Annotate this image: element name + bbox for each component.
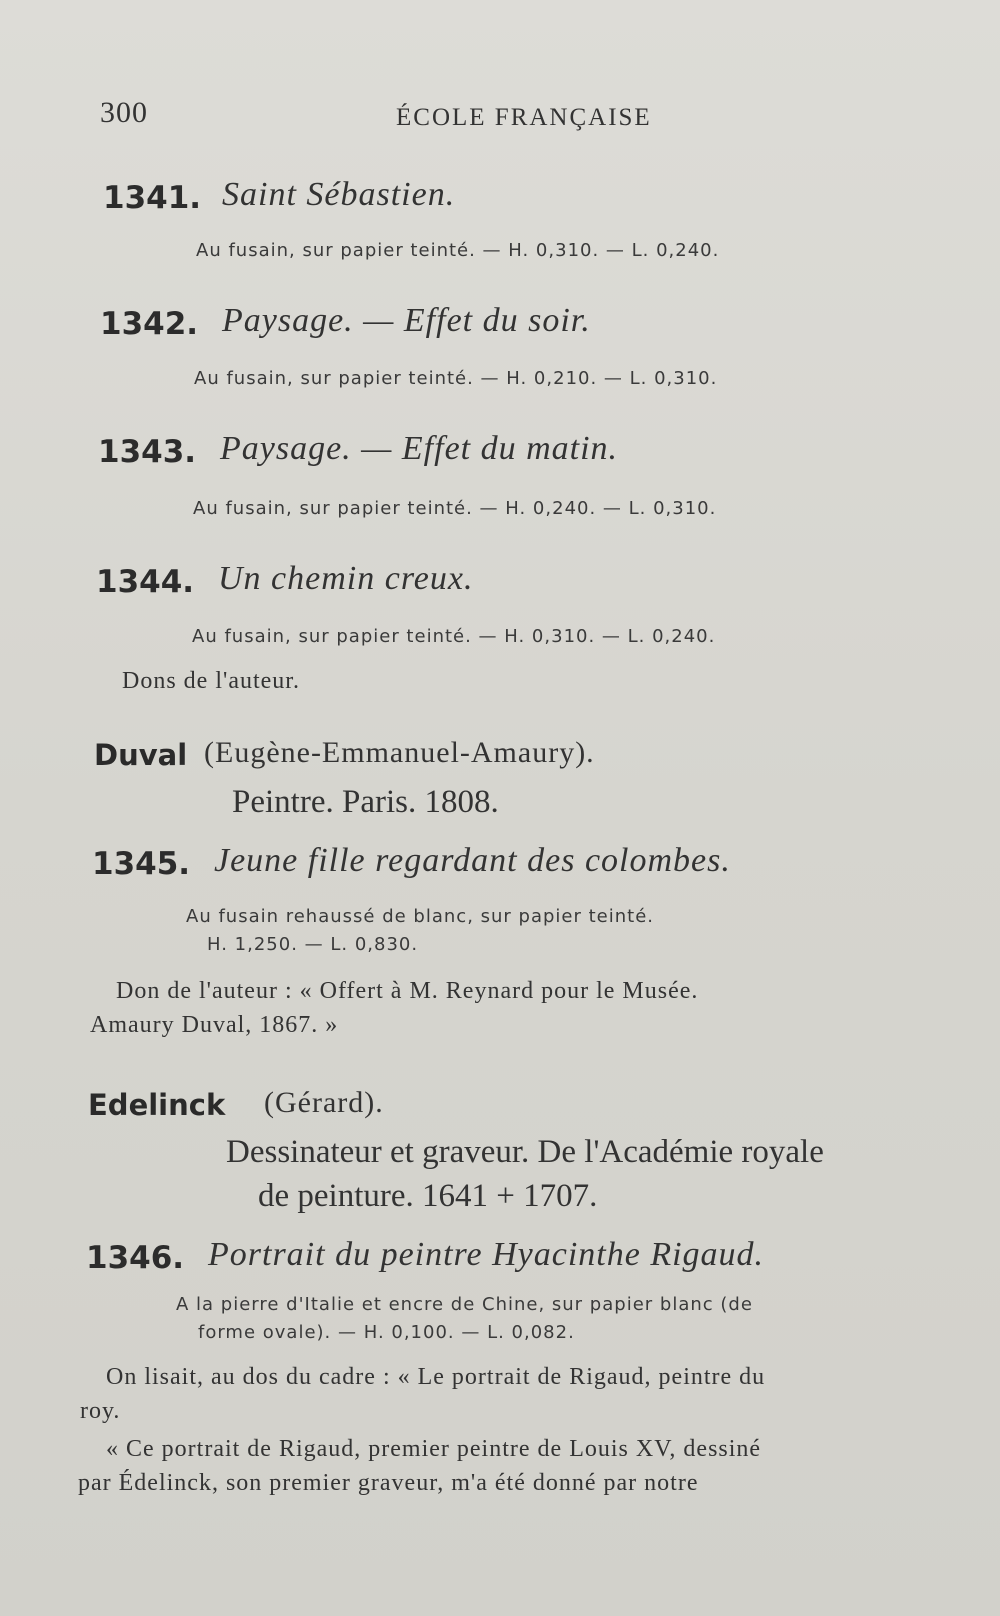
entry-detail: Au fusain, sur papier teinté. — H. 0,240. — L. 0,310. [193,498,717,519]
entry-number: 1346. [86,1240,185,1276]
entry-title: Jeune fille regardant des colombes. [214,842,731,879]
entry-note: Dons de l'auteur. [122,668,300,694]
entry-title: Paysage. — Effet du soir. [222,302,591,339]
entry-title: Portrait du peintre Hyacinthe Rigaud. [208,1236,765,1273]
entry-number: 1343. [98,434,197,470]
entry-detail: H. 1,250. — L. 0,830. [207,934,419,955]
entry-detail: Au fusain, sur papier teinté. — H. 0,310. — L. 0,240. [196,240,720,261]
entry-note: Don de l'auteur : « Offert à M. Reynard pour le Musée. [116,978,699,1004]
entry-number: 1344. [96,564,195,600]
artist-bio: Dessinateur et graveur. De l'Académie royale [226,1134,824,1170]
artist-forenames: (Gérard). [264,1086,384,1119]
running-title: ÉCOLE FRANÇAISE [396,104,652,131]
entry-detail: forme ovale). — H. 0,100. — L. 0,082. [198,1322,575,1343]
entry-detail: Au fusain, sur papier teinté. — H. 0,210. — L. 0,310. [194,368,718,389]
entry-note: « Ce portrait de Rigaud, premier peintre de Louis XV, dessiné [106,1436,762,1462]
artist-bio: de peinture. 1641 + 1707. [258,1178,598,1214]
page-number: 300 [100,96,148,129]
entry-title: Paysage. — Effet du matin. [220,430,619,467]
entry-note: par Édelinck, son premier graveur, m'a été donné par notre [78,1470,699,1496]
entry-detail: Au fusain, sur papier teinté. — H. 0,310. — L. 0,240. [192,626,716,647]
entry-number: 1341. [103,180,202,216]
entry-title: Saint Sébastien. [222,176,456,213]
artist-bio: Peintre. Paris. 1808. [232,784,499,820]
entry-note: Amaury Duval, 1867. » [90,1012,339,1038]
artist-surname: Edelinck [88,1088,226,1122]
entry-note: On lisait, au dos du cadre : « Le portrait de Rigaud, peintre du [106,1364,766,1390]
artist-surname: Duval [94,738,188,772]
entry-number: 1342. [100,306,199,342]
entry-title: Un chemin creux. [218,560,474,597]
artist-forenames: (Eugène-Emmanuel-Amaury). [204,736,595,769]
entry-detail: A la pierre d'Italie et encre de Chine, sur papier blanc (de [176,1294,753,1315]
entry-note: roy. [80,1398,121,1424]
entry-detail: Au fusain rehaussé de blanc, sur papier teinté. [186,906,655,927]
entry-number: 1345. [92,846,191,882]
